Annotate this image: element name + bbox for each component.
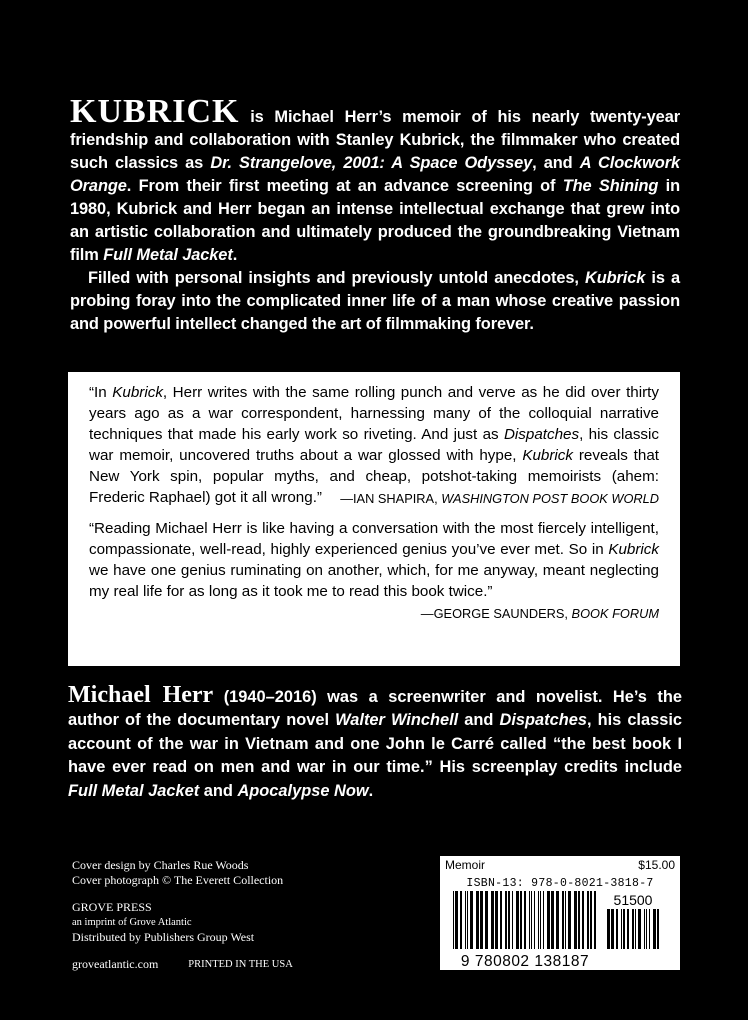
barcode-bar <box>455 891 458 949</box>
barcode-bar <box>480 891 483 949</box>
price-addon-bars <box>607 909 659 949</box>
barcode-bar <box>644 909 645 949</box>
publisher-credits <box>72 858 382 972</box>
genre-category: Memoir <box>445 858 486 872</box>
review-quotes-panel <box>68 372 680 666</box>
price-label: $15.00 <box>638 858 675 872</box>
publisher-website: groveatlantic.com <box>72 957 159 971</box>
barcode-bar <box>646 909 647 949</box>
barcode-bar <box>470 891 473 949</box>
description-paragraph-2: Filled with personal insights and previously untold anecdotes, Kubrick is a probing foray into the complicated inner life of a man whose creative passion and powerful intellect changed the art of filmmaking forever. <box>70 269 680 333</box>
barcode-bar <box>649 909 650 949</box>
barcode-bar <box>657 909 659 949</box>
barcode-bar <box>547 891 550 949</box>
barcode-bar <box>508 891 510 949</box>
cover-design-credit: Cover design by Charles Rue Woods <box>72 858 249 872</box>
barcode-bar <box>551 891 554 949</box>
barcode-bar <box>638 909 641 949</box>
barcode-bar <box>531 891 532 949</box>
barcode-bar <box>623 909 625 949</box>
review-quote-shapira: “In Kubrick, Herr writes with the same rolling punch and verve as he did over thirty years ago as a war correspondent, harnessing many of the colloquial narrative techniques that made his early work so riveting. And just as Dispatches, his classic war memoir, uncovered truths about a war glossed with hype, Kubrick reveals that New York spin, popular myths, and cheap, potshot-taking memoirists (ahem: Frederic Raphael) got it all wrong.” —IAN SHAPIRA, WASHINGTON POST BOOK WORLD <box>89 382 659 508</box>
barcode-bar <box>524 891 526 949</box>
quote-attribution: —IAN SHAPIRA, WASHINGTON POST BOOK WORLD <box>340 491 659 506</box>
price-code-text: 51500 <box>613 892 653 908</box>
barcode-bar <box>516 891 519 949</box>
barcode-bar <box>611 909 614 949</box>
barcode-bar <box>565 891 566 949</box>
barcode-bar <box>465 891 466 949</box>
barcode-bar <box>512 891 513 949</box>
barcode-bar <box>653 909 656 949</box>
barcode-graphic <box>441 891 679 969</box>
description-paragraph-1: KUBRICK is Michael Herr’s memoir of his nearly twenty-year friendship and collaboration with Stanley Kubrick, the filmmaker who created such classics as Dr. Strangelove, 2001: A Space Odyssey, and A Clockwork Orange. From their first meeting at an advance screening of The Shining in 1980, Kubrick and Herr began an intense intellectual exchange that grew into an artistic collaboration and ultimately produced the groundbreaking Vietnam film Full Metal Jacket. <box>70 93 680 264</box>
barcode-bar <box>534 891 535 949</box>
isbn-barcode-box <box>440 856 680 970</box>
barcode-bar <box>621 909 622 949</box>
imprint-line: an imprint of Grove Atlantic <box>72 917 192 928</box>
barcode-bar <box>607 909 610 949</box>
review-quote-saunders: “Reading Michael Herr is like having a conversation with the most fiercely intelligent, compassionate, well-read, highly experienced genius you’ve ever met. So in Kubrick we have one genius ruminating on another, which, for me anyway, meant neglecting my real life for as long as it took me to read this book twice.” —GEORGE SAUNDERS, BOOK FORUM <box>89 518 659 602</box>
publisher-name: GROVE PRESS <box>72 900 152 914</box>
cover-photo-credit: Cover photograph © The Everett Collection <box>72 873 284 887</box>
barcode-bar <box>495 891 498 949</box>
barcode-bar <box>590 891 592 949</box>
distributor-line: Distributed by Publishers Group West <box>72 930 255 944</box>
barcode-bar <box>520 891 522 949</box>
barcode-bar <box>587 891 589 949</box>
barcode-bar <box>635 909 636 949</box>
barcode-bar <box>582 891 584 949</box>
printed-in-line: PRINTED IN THE USA <box>188 959 293 970</box>
barcode-bar <box>500 891 502 949</box>
book-title-word: KUBRICK <box>70 93 240 130</box>
barcode-bar <box>594 891 596 949</box>
isbn-text: ISBN-13: 978-0-8021-3818-7 <box>466 877 654 890</box>
ean-digits-text: 9 780802 138187 <box>460 953 590 969</box>
quote-attribution: —GEORGE SAUNDERS, BOOK FORUM <box>420 606 659 621</box>
barcode-bar <box>562 891 564 949</box>
barcode-bar <box>453 891 454 949</box>
barcode-bar <box>578 891 580 949</box>
ean-barcode-bars <box>453 891 596 949</box>
barcode-bar <box>505 891 507 949</box>
author-bio: Michael Herr (1940–2016) was a screenwriter and novelist. He’s the author of the documentary novel Walter Winchell and Dispatches, his classic account of the war in Vietnam and one John le Carré called “the best book I have ever read on men and war in our time.” His screenplay credits include Full Metal Jacket and Apocalypse Now. <box>68 682 683 800</box>
barcode-bar <box>540 891 541 949</box>
barcode-bar <box>467 891 468 949</box>
barcode-bar <box>476 891 479 949</box>
barcode-bar <box>568 891 571 949</box>
barcode-bar <box>543 891 544 949</box>
barcode-bar <box>460 891 462 949</box>
barcode-bar <box>485 891 488 949</box>
barcode-bar <box>538 891 539 949</box>
barcode-bar <box>529 891 530 949</box>
description-blurb <box>70 93 680 336</box>
barcode-bar <box>491 891 494 949</box>
barcode-bar <box>616 909 618 949</box>
barcode-bar <box>556 891 559 949</box>
author-name: Michael Herr <box>68 682 214 708</box>
barcode-bar <box>632 909 634 949</box>
barcode-bar <box>627 909 629 949</box>
barcode-bar <box>574 891 577 949</box>
